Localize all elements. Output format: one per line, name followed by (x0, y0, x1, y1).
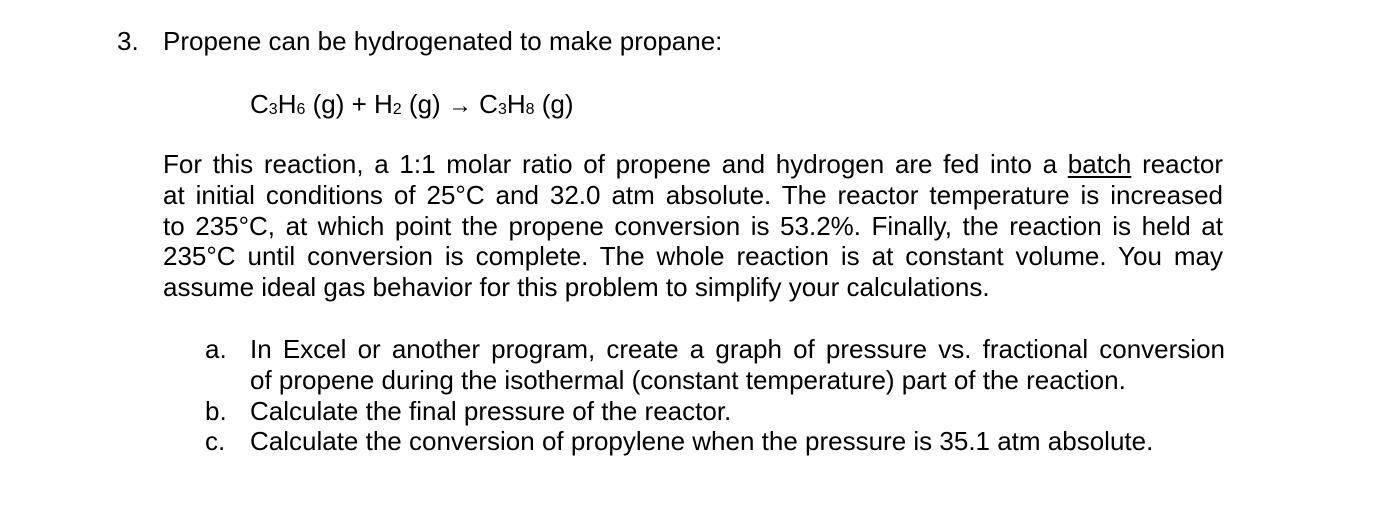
paragraph-line-1-end: reactor (1131, 149, 1223, 179)
propane-carbon: C (471, 89, 498, 119)
hydrogen-phase: (g) (401, 89, 448, 119)
list-item (205, 426, 1225, 457)
chemical-equation (250, 87, 574, 123)
part-line: Calculate the final pressure of the reactor. (250, 395, 732, 426)
batch-underlined-word: batch (1067, 149, 1132, 179)
part-letter: c. (205, 426, 226, 457)
list-item (205, 396, 1225, 427)
propane-hydrogen: H (506, 89, 526, 119)
part-text (250, 396, 1225, 427)
part-line: In Excel or another program, create a graph of pressure vs. fractional conversion (250, 334, 1225, 364)
propane-carbon-subscript: 3 (497, 101, 507, 118)
paragraph-line-1-start: For this reaction, a 1:1 molar ratio of propene and hydrogen are fed into a (163, 149, 1068, 179)
part-line: of propene during the isothermal (constant temperature) part of the reaction. (250, 364, 1126, 395)
propene-hydrogen-subscript: 6 (296, 101, 306, 118)
part-line: Calculate the conversion of propylene when the pressure is 35.1 atm absolute. (250, 426, 1154, 457)
question-title: Propene can be hydrogenated to make propane: (163, 26, 723, 56)
paragraph-line: at initial conditions of 25°C and 32.0 atm absolute. The reactor temperature is increased (163, 179, 1223, 210)
propane-phase: (g) (534, 89, 574, 119)
paragraph-line: to 235°C, at which point the propene conversion is 53.2%. Finally, the reaction is held at (163, 210, 1223, 241)
reaction-arrow-icon: → (447, 92, 472, 119)
propene-phase-plus: (g) + (305, 89, 375, 119)
part-letter: b. (205, 395, 227, 426)
propene-hydrogen: H (277, 89, 297, 119)
propene-carbon-subscript: 3 (268, 101, 278, 118)
question-number: 3. (117, 26, 139, 56)
paragraph-line (163, 149, 1223, 180)
paragraph-line: assume ideal gas behavior for this problem to simplify your calculations. (163, 272, 990, 303)
part-text (250, 426, 1225, 457)
propane-hydrogen-subscript: 8 (525, 101, 535, 118)
hydrogen-symbol: H (374, 89, 393, 119)
list-item (205, 334, 1225, 396)
question-parts-list (205, 334, 1225, 457)
hydrogen-subscript: 2 (392, 101, 402, 118)
part-text (250, 334, 1225, 396)
paragraph-line: 235°C until conversion is complete. The whole reaction is at constant volume. You may (163, 241, 1223, 272)
propene-carbon: C (250, 89, 269, 119)
part-letter: a. (205, 334, 227, 364)
problem-description (163, 149, 1223, 303)
